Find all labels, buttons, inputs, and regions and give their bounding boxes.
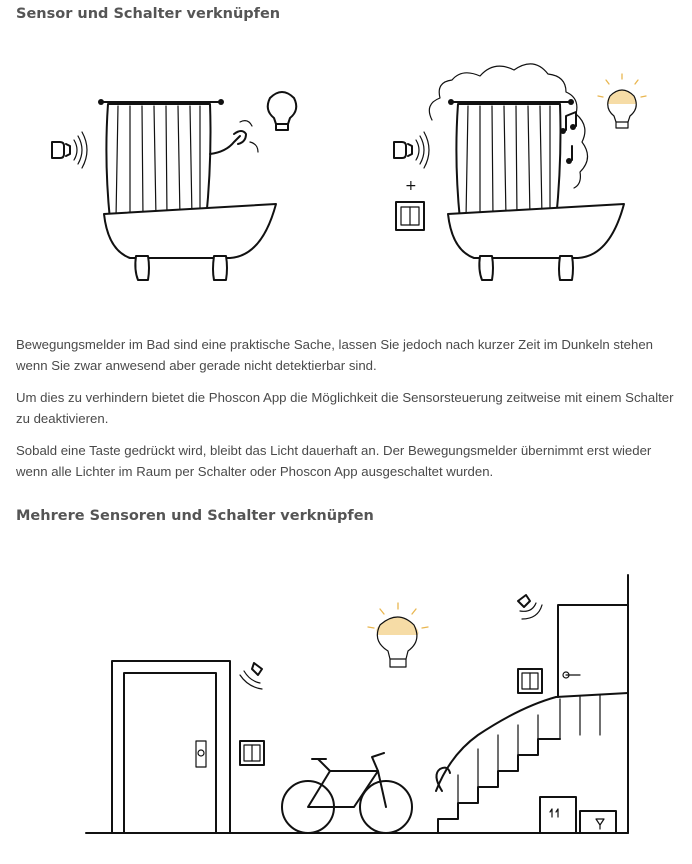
bathtub (448, 204, 624, 280)
paragraph-intro: Bewegungsmelder im Bad sind eine praktische Sache, lassen Sie jedoch nach kurzer Zeit im Dunkeln stehen wenn Sie zwar anwesend aber gerade nicht detektierbar sind. (16, 337, 654, 373)
light-bulb-on-icon (368, 603, 428, 667)
motion-sensor-icon (394, 132, 429, 168)
music-notes-icon (560, 112, 576, 164)
light-switch-icon (396, 202, 424, 230)
motion-sensor-icon (240, 663, 262, 689)
shower-curtain (448, 99, 574, 220)
storage-boxes (540, 797, 616, 833)
illustration-hallway (0, 575, 692, 845)
illustration-bath-dark (0, 80, 692, 300)
bathtub (104, 204, 276, 280)
front-door (112, 661, 230, 833)
motion-sensor-icon (52, 132, 87, 168)
waving-arm (210, 121, 258, 154)
paragraph-phoscon-option: Um dies zu verhindern bietet die Phoscon App die Möglichkeit die Sensorsteuerung zeitweise mit einem Schalter zu deaktivieren. (16, 390, 674, 426)
light-switch-icon (518, 669, 542, 693)
shower-curtain (98, 99, 224, 220)
light-switch-icon (240, 741, 264, 765)
plus-sign: + (405, 178, 417, 194)
motion-sensor-icon (518, 595, 542, 619)
upper-door (558, 575, 628, 833)
section-heading-sensor-switch: Sensor und Schalter verknüpfen (16, 6, 281, 22)
light-bulb-off-icon (268, 92, 297, 130)
light-bulb-on-icon (598, 74, 646, 128)
bicycle (282, 753, 412, 833)
section-heading-multiple-sensors: Mehrere Sensoren und Schalter verknüpfen (16, 508, 374, 524)
paragraph-switch-behavior: Sobald eine Taste gedrückt wird, bleibt das Licht dauerhaft an. Der Bewegungsmelder übernimmt erst wieder wenn alle Lichter im Raum per Schalter oder Phoscon App ausgeschaltet wurden. (16, 443, 652, 479)
